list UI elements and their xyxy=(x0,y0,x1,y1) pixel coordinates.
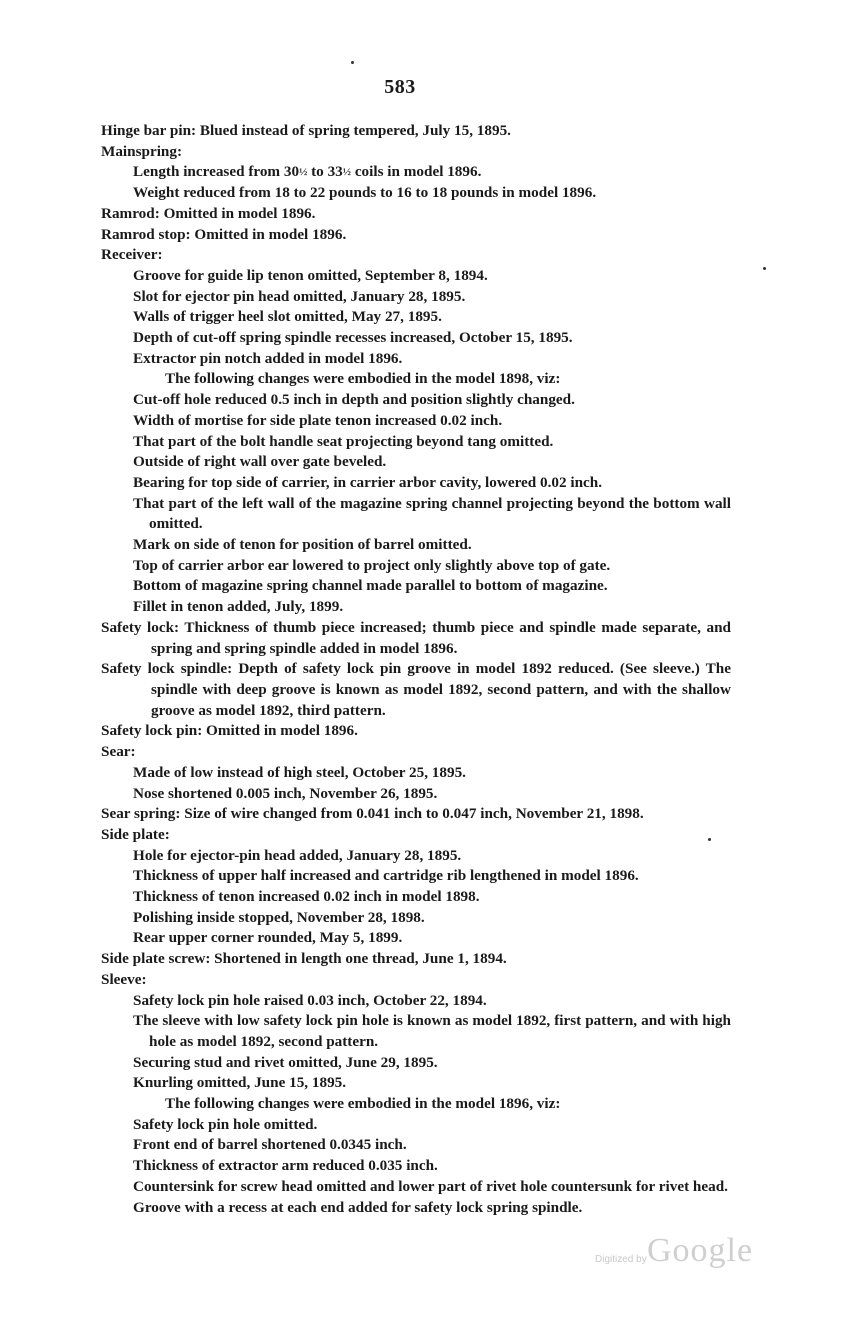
text-line: Thickness of upper half increased and cartridge rib lengthened in model 1896. xyxy=(133,867,639,885)
text-line: Safety lock spindle: Depth of safety lock pin groove in model 1892 reduced. (See sleeve.) The spindle with deep groove is known as model 1892, second pattern, and with the shallow groove as model 1892, third pattern. xyxy=(101,660,731,719)
watermark-digitized-text: Digitized by xyxy=(595,1254,647,1265)
text-line: Hinge bar pin: Blued instead of spring tempered, July 15, 1895. xyxy=(101,122,511,139)
text-line: Side plate: xyxy=(101,825,170,843)
text-line: Receiver: xyxy=(101,246,163,264)
text-line: That part of the left wall of the magazine spring channel projecting beyond the bottom wall omitted. xyxy=(133,494,731,533)
text-line: Safety lock pin hole raised 0.03 inch, October 22, 1894. xyxy=(133,991,487,1009)
google-logo: Google xyxy=(647,1232,754,1269)
text-line: Nose shortened 0.005 inch, November 26, 1895. xyxy=(133,784,438,802)
page-number: 583 xyxy=(384,76,416,98)
text-line: Ramrod: Omitted in model 1896. xyxy=(101,204,316,222)
print-speck xyxy=(763,267,766,270)
page-body xyxy=(101,121,731,1218)
text-line: Safety lock pin hole omitted. xyxy=(133,1115,318,1133)
text-line: Groove with a recess at each end added for safety lock spring spindle. xyxy=(133,1198,583,1216)
text-line: Bottom of magazine spring channel made parallel to bottom of magazine. xyxy=(133,577,608,595)
text-line: Side plate screw: Shortened in length one thread, June 1, 1894. xyxy=(101,950,507,968)
text-line: Sear: xyxy=(101,743,136,761)
text-line: Thickness of tenon increased 0.02 inch in model 1898. xyxy=(133,888,480,906)
text-line: Countersink for screw head omitted and lower part of rivet hole countersunk for rivet head. xyxy=(133,1177,728,1195)
text-line: Width of mortise for side plate tenon increased 0.02 inch. xyxy=(133,411,503,429)
print-speck xyxy=(708,838,711,841)
text-line: The sleeve with low safety lock pin hole is known as model 1892, first pattern, and with high hole as model 1892, second pattern. xyxy=(133,1012,731,1050)
text-line: The following changes were embodied in the model 1898, viz: xyxy=(165,370,561,388)
fraction: ½ xyxy=(342,166,352,179)
text-line: Hole for ejector-pin head added, January 28, 1895. xyxy=(133,846,462,864)
text-line: Outside of right wall over gate beveled. xyxy=(133,453,387,471)
text-line: That part of the bolt handle seat projecting beyond tang omitted. xyxy=(133,432,554,450)
text-segment: Length increased from 30 xyxy=(133,163,300,181)
text-line: Weight reduced from 18 to 22 pounds to 16 to 18 pounds in model 1896. xyxy=(133,184,597,202)
text-line: Mark on side of tenon for position of barrel omitted. xyxy=(133,536,472,554)
text-line: Mainspring: xyxy=(101,142,183,160)
text-line: Sear spring: Size of wire changed from 0.041 inch to 0.047 inch, November 21, 1898. xyxy=(101,805,644,823)
google-watermark xyxy=(595,1232,765,1272)
text-line: Depth of cut-off spring spindle recesses increased, October 15, 1895. xyxy=(133,329,573,347)
text-line: Rear upper corner rounded, May 5, 1899. xyxy=(133,929,403,947)
text-line: Top of carrier arbor ear lowered to project only slightly above top of gate. xyxy=(133,556,611,574)
text-line: The following changes were embodied in the model 1896, viz: xyxy=(165,1095,561,1113)
text-line: Walls of trigger heel slot omitted, May 27, 1895. xyxy=(133,308,442,326)
text-line: Polishing inside stopped, November 28, 1898. xyxy=(133,908,425,926)
text-line: Slot for ejector pin head omitted, January 28, 1895. xyxy=(133,287,466,305)
text-line: Thickness of extractor arm reduced 0.035 inch. xyxy=(133,1157,438,1175)
text-line: Fillet in tenon added, July, 1899. xyxy=(133,598,344,616)
print-speck xyxy=(351,61,354,64)
text-line: Safety lock: Thickness of thumb piece increased; thumb piece and spindle made separate, and spring and spring spindle added in model 1896. xyxy=(101,618,731,657)
text-line: Groove for guide lip tenon omitted, September 8, 1894. xyxy=(133,266,488,284)
text-line: Knurling omitted, June 15, 1895. xyxy=(133,1074,347,1092)
text-line: Made of low instead of high steel, October 25, 1895. xyxy=(133,763,466,781)
text-line: Ramrod stop: Omitted in model 1896. xyxy=(101,225,347,243)
text-line: Front end of barrel shortened 0.0345 inch. xyxy=(133,1136,407,1154)
text-line: Sleeve: xyxy=(101,970,147,988)
text-line: Extractor pin notch added in model 1896. xyxy=(133,349,403,367)
text-segment: to 33 xyxy=(307,163,343,181)
text-line: Cut-off hole reduced 0.5 inch in depth and position slightly changed. xyxy=(133,391,575,409)
text-segment: coils in model 1896. xyxy=(351,163,482,181)
text-line xyxy=(101,162,731,183)
text-line: Securing stud and rivet omitted, June 29, 1895. xyxy=(133,1053,438,1071)
text-line: Safety lock pin: Omitted in model 1896. xyxy=(101,722,358,740)
text-line: Bearing for top side of carrier, in carrier arbor cavity, lowered 0.02 inch. xyxy=(133,473,603,491)
fraction: ½ xyxy=(299,166,308,179)
